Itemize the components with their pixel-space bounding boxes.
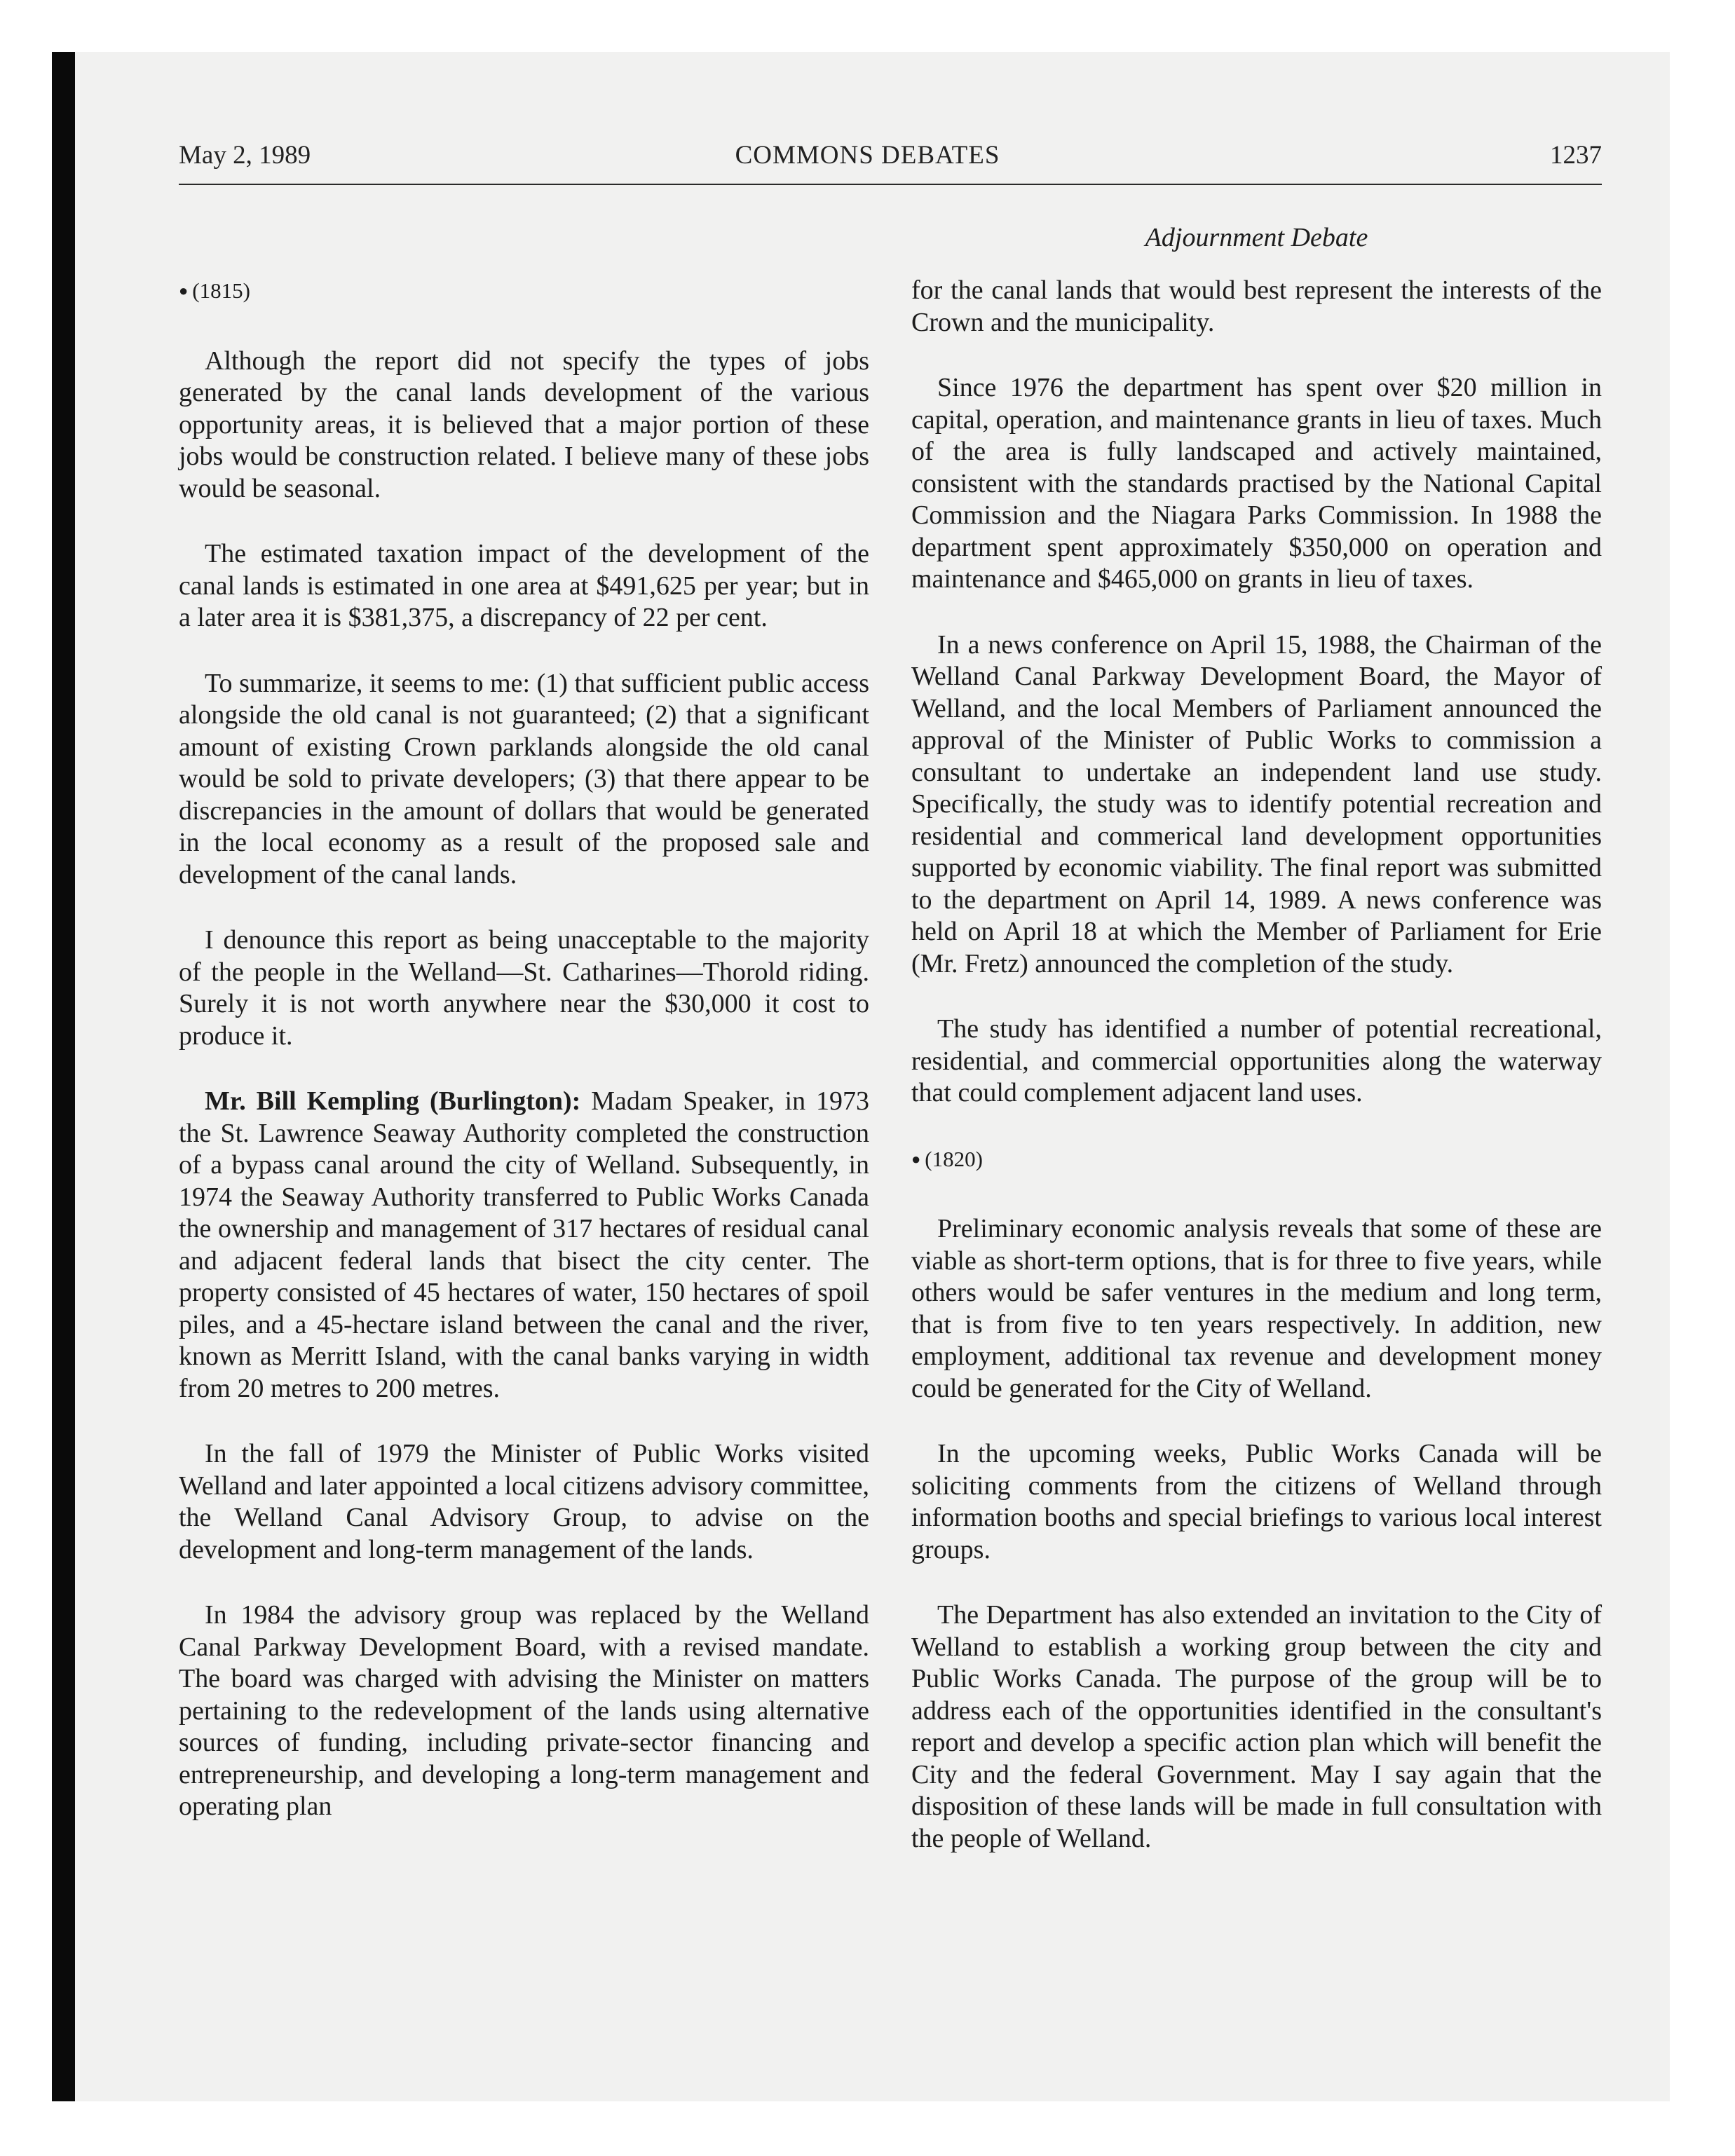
header-rule: [179, 184, 1602, 185]
paragraph: Although the report did not specify the types of jobs generated by the canal lands development of the various opportunity areas, it is believed that a major portion of these jobs would be construction related. I believe many of these jobs would be seasonal.: [179, 346, 869, 503]
paragraph: The study has identified a number of potential recreational, residential, and commercial opportunities along the waterway that could complement adjacent land uses.: [911, 1014, 1602, 1107]
timestamp-text: (1815): [192, 278, 250, 303]
bullet-icon: ●: [179, 282, 189, 299]
paragraph: In the upcoming weeks, Public Works Canada will be soliciting comments from the citizens of Welland through information booths and special briefings to various local interest groups.: [911, 1439, 1602, 1564]
timestamp-marker: [179, 275, 869, 307]
section-heading: Adjournment Debate: [1145, 223, 1368, 252]
paragraph: The Department has also extended an invitation to the City of Welland to establish a working group between the city and Public Works Canada. The purpose of the group will be to address each of the opportunities identified in the consultant's report and develop a specific action plan which will benefit the City and the federal Government. May I say again that the disposition of these lands will be made in full consultation with the people of Welland.: [911, 1600, 1602, 1853]
paragraph: Preliminary economic analysis reveals that some of these are viable as short-term options, that is for three to five years, while others would be safer ventures in the medium and long term, that is from five to ten years respectively. In addition, new employment, additional tax revenue and development money could be generated for the City of Welland.: [911, 1214, 1602, 1403]
running-head-title: COMMONS DEBATES: [735, 141, 1000, 170]
speaker-name: Mr. Bill Kempling (Burlington):: [205, 1086, 581, 1116]
bullet-icon: ●: [911, 1149, 921, 1168]
timestamp-marker: [911, 1143, 1602, 1175]
paragraph: To summarize, it seems to me: (1) that sufficient public access alongside the old canal is not guaranteed; (2) that a significant amount of existing Crown parklands alongside the old canal would be sold to private developers; (3) that there appear to be discrepancies in the amount of dollars that would be generated in the local economy as a result of the proposed sale and development of the canal lands.: [179, 668, 869, 889]
paragraph-continued: for the canal lands that would best represent the interests of the Crown and the municipality.: [911, 275, 1602, 337]
running-head-date: May 2, 1989: [179, 141, 311, 170]
paragraph: In the fall of 1979 the Minister of Public Works visited Welland and later appointed a local citizens advisory committee, the Welland Canal Advisory Group, to advise on the development and long-term management of the lands.: [179, 1439, 869, 1564]
paragraph: The estimated taxation impact of the development of the canal lands is estimated in one area at $491,625 per year; but in a later area it is $381,375, a discrepancy of 22 per cent.: [179, 539, 869, 632]
speech-text: Madam Speaker, in 1973 the St. Lawrence Seaway Authority completed the construction of a bypass canal around the city of Welland. Subsequently, in 1974 the Seaway Authority transferred to Public Works Canada the ownership and management of 317 hectares of residual canal and adjacent federal lands that bisect the city center. The property consisted of 45 hectares of water, 150 hectares of spoil piles, and a 45-hectare island between the canal and the river, known as Merritt Island, with the canal banks varying in width from 20 metres to 200 metres.: [179, 1086, 869, 1403]
scan-spine-bar: [52, 52, 75, 2101]
paragraph: I denounce this report as being unacceptable to the majority of the people in the Welland—St. Catharines—Thorold riding. Surely it is not worth anywhere near the $30,000 it cost to produce it.: [179, 925, 869, 1051]
left-column: [179, 275, 869, 1857]
paragraph: Since 1976 the department has spent over $20 million in capital, operation, and maintenance grants in lieu of taxes. Much of the area is fully landscaped and actively maintained, consistent with the standards practised by the National Capital Commission and the Niagara Parks Commission. In 1988 the department spent approximately $350,000 on operation and maintenance and $465,000 on grants in lieu of taxes.: [911, 373, 1602, 594]
page-number: 1237: [1550, 141, 1602, 170]
paragraph: In 1984 the advisory group was replaced by the Welland Canal Parkway Development Board, with a revised mandate. The board was charged with advising the Minister on matters pertaining to the redevelopment of the lands using alternative sources of funding, including private-sector financing and entrepreneurship, and developing a long-term management and operating plan: [179, 1600, 869, 1821]
right-column: [911, 275, 1602, 1888]
scan-margin: [0, 0, 52, 2156]
paragraph: In a news conference on April 15, 1988, the Chairman of the Welland Canal Parkway Development Board, the Mayor of Welland, and the local Members of Parliament announced the approval of the Minister of Public Works to commission a consultant to undertake an independent land use study. Specifically, the study was to identify potential recreation and residential and commerical land development opportunities supported by economic viability. The final report was submitted to the department on April 14, 1989. A news conference was held on April 18 at which the Member of Parliament for Erie (Mr. Fretz) announced the completion of the study.: [911, 629, 1602, 978]
speaker-paragraph: [179, 1086, 869, 1405]
timestamp-text: (1820): [925, 1146, 983, 1171]
